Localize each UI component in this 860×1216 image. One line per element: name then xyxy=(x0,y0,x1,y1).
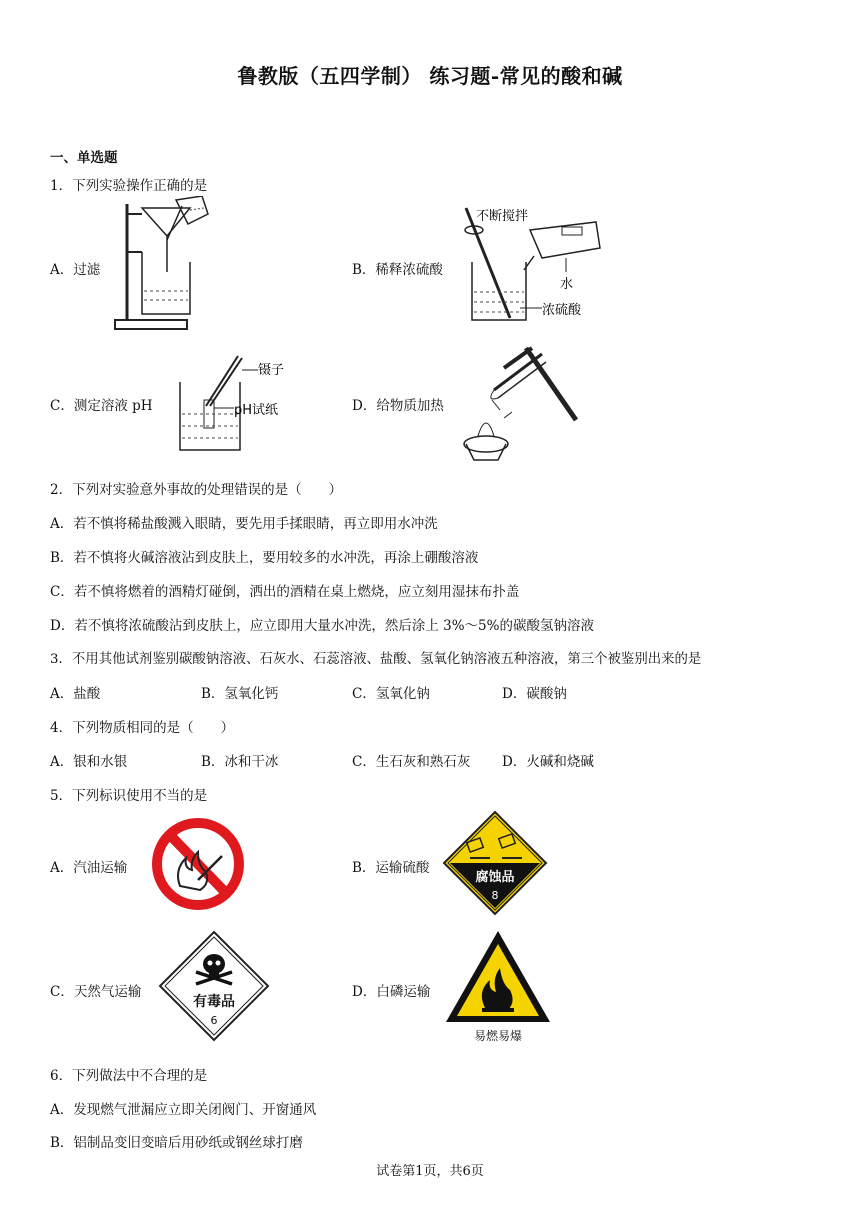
q5-option-a: A．汽油运输 xyxy=(50,860,128,876)
q1-filtration-figure xyxy=(112,196,222,334)
tweezers-label: 镊子 xyxy=(258,363,285,378)
no-fire-sign xyxy=(150,814,246,914)
question-2-stem: 2．下列对实验意外事故的处理错误的是（ ） xyxy=(50,482,343,498)
q6-option-a: A．发现燃气泄漏应立即关闭阀门、开窗通风 xyxy=(50,1102,317,1118)
question-3-stem: 3．不用其他试剂鉴别碳酸钠溶液、石灰水、石蕊溶液、盐酸、氢氧化钠溶液五种溶液，第三个被鉴别出来的是 xyxy=(50,652,702,667)
q1-heating-figure xyxy=(450,340,590,466)
q3-option-a: A．盐酸 xyxy=(50,686,101,702)
stir-label: 不断搅拌 xyxy=(476,209,529,224)
q4-option-a: A．银和水银 xyxy=(50,754,128,770)
corrosive-sign xyxy=(442,810,548,916)
water-label: 水 xyxy=(560,277,574,292)
q2-option-b: B．若不慎将火碱溶液沾到皮肤上，要用较多的水冲洗，再涂上硼酸溶液 xyxy=(50,550,479,566)
question-5-stem: 5．下列标识使用不当的是 xyxy=(50,788,208,804)
q4-option-d: D．火碱和烧碱 xyxy=(502,754,594,770)
corrosive-text: 腐蚀品 xyxy=(475,870,515,885)
q3-option-c: C．氢氧化钠 xyxy=(352,686,430,702)
q2-option-c: C．若不慎将燃着的酒精灯碰倒，洒出的酒精在桌上燃烧，应立刻用湿抹布扑盖 xyxy=(50,584,520,600)
corrosive-class-number: 8 xyxy=(491,889,499,902)
q5-option-b: B．运输硫酸 xyxy=(352,860,430,876)
q1-option-a: A．过滤 xyxy=(50,262,101,278)
toxic-sign xyxy=(158,930,270,1042)
q1-dilution-figure xyxy=(458,200,608,324)
page-footer: 试卷第1页，共6页 xyxy=(376,1164,484,1179)
q4-option-c: C．生石灰和熟石灰 xyxy=(352,754,471,770)
q4-option-b: B．冰和干冰 xyxy=(201,754,279,770)
q6-option-b: B．铝制品变旧变暗后用砂纸或钢丝球打磨 xyxy=(50,1135,303,1151)
acid-label: 浓硫酸 xyxy=(542,303,582,318)
q3-option-d: D．碳酸钠 xyxy=(502,686,567,702)
q5-option-c: C．天然气运输 xyxy=(50,984,142,1000)
toxic-text: 有毒品 xyxy=(193,994,235,1010)
q1-ph-test-figure xyxy=(172,352,302,454)
q5-option-d: D．白磷运输 xyxy=(352,984,431,1000)
q2-option-d: D．若不慎将浓硫酸沾到皮肤上，应立即用大量水冲洗，然后涂上 3%～5%的碳酸氢钠溶液 xyxy=(50,618,594,634)
flammable-text: 易燃易爆 xyxy=(473,1029,523,1043)
toxic-class-number: 6 xyxy=(210,1014,218,1027)
q2-option-a: A．若不慎将稀盐酸溅入眼睛，要先用手揉眼睛，再立即用水冲洗 xyxy=(50,516,438,532)
q1-option-d: D．给物质加热 xyxy=(352,398,444,414)
q1-option-c: C．测定溶液 pH xyxy=(50,398,153,414)
question-6-stem: 6．下列做法中不合理的是 xyxy=(50,1068,208,1084)
page-title: 鲁教版（五四学制） 练习题-常见的酸和碱 xyxy=(237,64,623,88)
question-4-stem: 4．下列物质相同的是（ ） xyxy=(50,720,235,736)
ph-paper-label: pH试纸 xyxy=(234,403,279,418)
question-1-stem: 1．下列实验操作正确的是 xyxy=(50,178,208,194)
section-heading: 一、单选题 xyxy=(50,150,118,166)
flammable-sign xyxy=(442,928,554,1044)
q3-option-b: B．氢氧化钙 xyxy=(201,686,279,702)
q1-option-b: B．稀释浓硫酸 xyxy=(352,262,443,278)
